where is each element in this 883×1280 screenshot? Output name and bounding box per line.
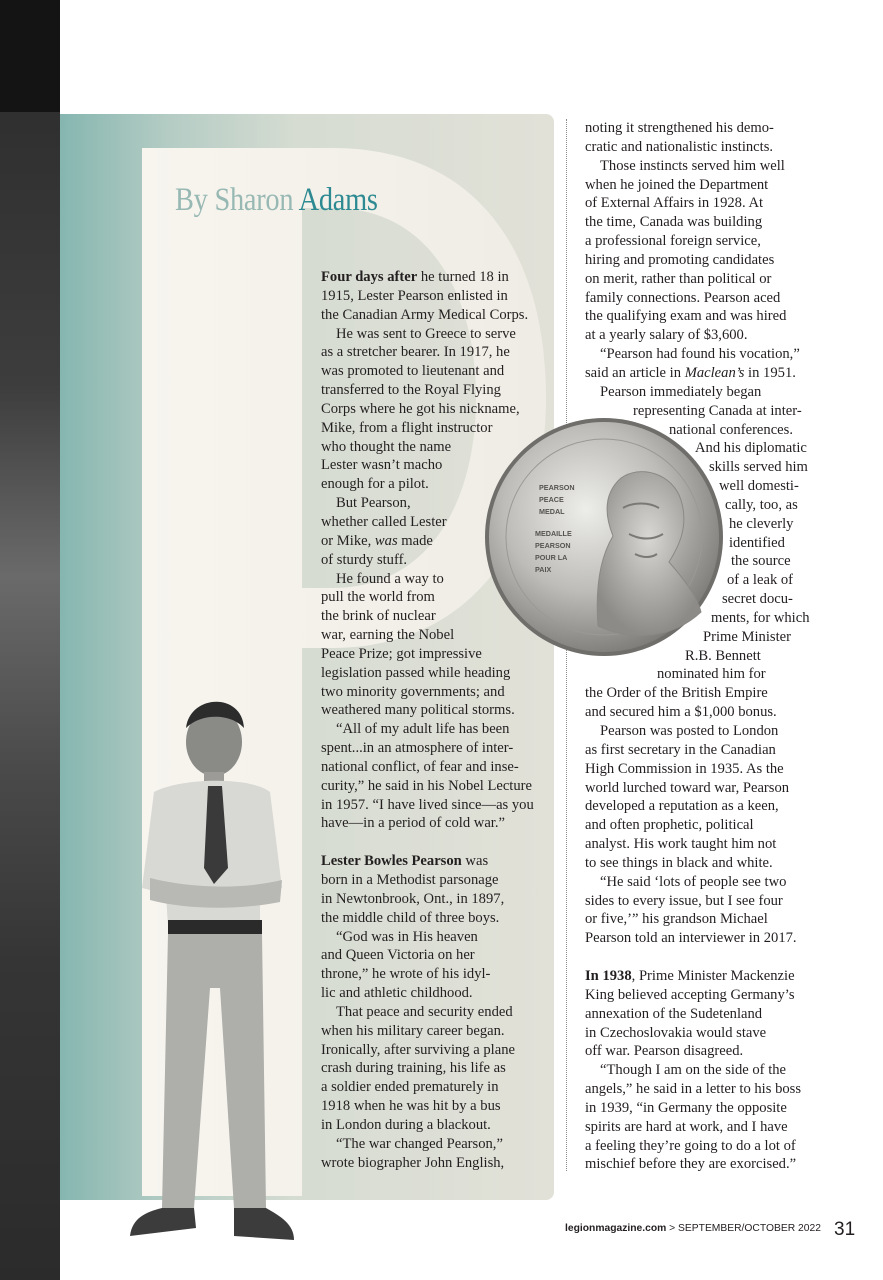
nobel-medal-image	[483, 416, 725, 658]
line-text: the time, Canada was building	[585, 214, 763, 231]
line-text: two minority governments; and	[321, 683, 505, 700]
lead-in-bold: In 1938	[585, 967, 632, 984]
line-text: he cleverly	[729, 515, 794, 532]
line-text: the Canadian Army Medical Corps.	[321, 306, 529, 323]
line-text: was	[461, 853, 489, 870]
line-text: King believed accepting Germany’s	[585, 986, 795, 1003]
line-text: on merit, rather than political or	[585, 270, 772, 287]
text-line	[321, 720, 534, 739]
medal-inscription: MEDAL	[539, 507, 565, 516]
text-line	[585, 1024, 810, 1043]
italic-text: was	[374, 532, 398, 549]
line-text: He found a way to	[336, 570, 444, 587]
text-line	[321, 287, 534, 306]
line-text: weathered many political storms.	[321, 702, 515, 719]
text-line	[321, 814, 534, 833]
footer-issue: SEPTEMBER/OCTOBER 2022	[678, 1223, 821, 1234]
text-line	[585, 1118, 810, 1137]
text-line	[321, 890, 534, 909]
text-line	[321, 1059, 534, 1078]
line-text: “Though I am on the side of the	[600, 1062, 787, 1079]
text-line	[585, 929, 810, 948]
line-text: skills served him	[709, 459, 808, 476]
line-text: of a leak of	[727, 572, 794, 589]
text-line	[321, 1116, 534, 1135]
line-text: Mike, from a flight instructor	[321, 419, 493, 436]
text-line	[321, 739, 534, 758]
text-line	[585, 684, 810, 703]
text-line	[585, 986, 810, 1005]
text-line	[585, 1080, 810, 1099]
text-line	[585, 289, 810, 308]
line-text: wrote biographer John English,	[321, 1154, 505, 1171]
text-line	[585, 364, 810, 383]
line-text: mischief before they are exorcised.”	[585, 1156, 797, 1173]
line-text: “Pearson had found his vocation,”	[600, 346, 800, 363]
byline-author: Adams	[298, 182, 378, 218]
text-line	[321, 946, 534, 965]
line-text: and Queen Victoria on her	[321, 947, 475, 964]
text-line	[321, 381, 534, 400]
text-line	[585, 1042, 810, 1061]
line-text: ments, for which	[711, 609, 810, 626]
text-line	[585, 892, 810, 911]
text-line	[585, 138, 810, 157]
line-text: angels,” he said in a letter to his boss	[585, 1081, 802, 1098]
line-text: cally, too, as	[725, 496, 798, 513]
line-text: representing Canada at inter-	[633, 402, 802, 419]
line-text: when his military career began.	[321, 1022, 505, 1039]
line-text: lic and athletic childhood.	[321, 985, 473, 1002]
line-text: spirits are hard at work, and I have	[585, 1118, 788, 1135]
text-line	[585, 835, 810, 854]
medal-inscription: PEARSON	[539, 483, 575, 492]
medal-inscription: POUR LA	[535, 553, 568, 562]
line-text: developed a reputation as a keen,	[585, 798, 779, 815]
text-line	[585, 741, 810, 760]
text-line	[585, 176, 810, 195]
portrait-photo-edge	[0, 0, 60, 1280]
paragraph-gap	[321, 833, 534, 852]
line-text: identified	[729, 534, 785, 551]
line-text: 1918 when he was hit by a bus	[321, 1098, 501, 1115]
text-line	[585, 854, 810, 873]
line-text: at a yearly salary of $3,600.	[585, 327, 748, 344]
line-text: he turned 18 in	[417, 269, 509, 285]
line-text: or five,’” his grandson Michael	[585, 911, 768, 928]
line-text: in 1957. “I have lived since—as you	[321, 796, 534, 813]
text-line	[585, 251, 810, 270]
text-line	[585, 910, 810, 929]
line-text: He was sent to Greece to serve	[336, 325, 516, 342]
text-line	[585, 816, 810, 835]
line-text: national conflict, of fear and inse-	[321, 758, 519, 775]
line-text: nominated him for	[657, 666, 766, 683]
line-text: whether called Lester	[321, 513, 447, 530]
text-line	[585, 307, 810, 326]
line-text: a professional foreign service,	[585, 233, 761, 250]
text-line	[321, 683, 534, 702]
line-text: Pearson told an interviewer in 2017.	[585, 930, 797, 947]
text-line	[585, 1099, 810, 1118]
text-line	[585, 873, 810, 892]
page-number: 31	[834, 1219, 856, 1240]
line-text: of External Affairs in 1928. At	[585, 195, 764, 212]
text-line	[585, 665, 810, 684]
line-text: throne,” he wrote of his idyl-	[321, 966, 491, 983]
line-text: analyst. His work taught him not	[585, 836, 777, 853]
line-text: family connections. Pearson aced	[585, 289, 781, 306]
text-line	[585, 722, 810, 741]
text-line	[321, 362, 534, 381]
text-line	[321, 1135, 534, 1154]
italic-text: Maclean’s	[684, 364, 745, 381]
line-text: to see things in black and white.	[585, 854, 773, 871]
byline	[175, 182, 378, 219]
line-text: “God was in His heaven	[336, 928, 478, 945]
line-text: national conferences.	[669, 421, 793, 438]
text-line	[585, 797, 810, 816]
line-text: and secured him a $1,000 bonus.	[585, 704, 777, 721]
byline-by: By Sharon	[175, 182, 294, 218]
text-line	[321, 1003, 534, 1022]
text-line	[585, 157, 810, 176]
line-text: “All of my adult life has been	[336, 721, 510, 738]
line-text: , Prime Minister Mackenzie	[631, 967, 795, 984]
line-text: pull the world from	[321, 589, 435, 606]
line-text: Peace Prize; got impressive	[321, 645, 482, 662]
line-text: as first secretary in the Canadian	[585, 741, 776, 758]
text-line	[585, 213, 810, 232]
lead-in-bold: Four days after	[321, 269, 418, 285]
line-text: hiring and promoting candidates	[585, 251, 775, 268]
footer-site: legionmagazine.com	[565, 1223, 667, 1234]
medal-inscription: PEACE	[539, 495, 564, 504]
line-text: secret docu-	[722, 591, 793, 608]
line-text: “He said ‘lots of people see two	[600, 873, 787, 890]
line-text: enough for a pilot.	[321, 476, 429, 493]
line-text: That peace and security ended	[336, 1003, 513, 1020]
line-text: in London during a blackout.	[321, 1116, 491, 1133]
line-text: who thought the name	[321, 438, 452, 455]
lead-in-bold: Lester Bowles Pearson	[321, 853, 462, 870]
line-text: Pearson was posted to London	[600, 723, 779, 739]
text-line	[321, 701, 534, 720]
line-text: and often prophetic, political	[585, 817, 754, 834]
text-line	[321, 928, 534, 947]
line-text: Lester wasn’t macho	[321, 457, 443, 474]
young-pearson-soldier-photo	[110, 688, 300, 1268]
line-text: of sturdy stuff.	[321, 551, 408, 568]
line-text: the middle child of three boys.	[321, 909, 500, 926]
text-line	[321, 758, 534, 777]
text-line	[585, 326, 810, 345]
text-line	[321, 965, 534, 984]
text-line	[585, 119, 810, 138]
text-line	[321, 268, 534, 287]
article-column-1	[321, 268, 534, 1173]
page-footer	[565, 1223, 821, 1234]
text-line	[321, 1022, 534, 1041]
line-text: R.B. Bennett	[685, 647, 761, 664]
text-line	[321, 984, 534, 1003]
text-line	[321, 1154, 534, 1173]
text-line	[321, 1097, 534, 1116]
line-text: said an article in	[585, 364, 685, 381]
text-line	[321, 343, 534, 362]
line-text: sides to every issue, but I see four	[585, 892, 783, 909]
text-line	[321, 777, 534, 796]
medal-inscription: PAIX	[535, 565, 552, 574]
line-text-after: in 1951.	[744, 364, 796, 381]
text-line	[585, 1155, 810, 1174]
line-text: cratic and nationalistic instincts.	[585, 138, 774, 155]
text-line	[585, 270, 810, 289]
footer-separator: >	[669, 1223, 676, 1234]
line-text: But Pearson,	[336, 495, 411, 512]
text-line	[321, 1041, 534, 1060]
line-text: annexation of the Sudetenland	[585, 1005, 763, 1022]
text-line	[585, 1061, 810, 1080]
line-text: off war. Pearson disagreed.	[585, 1043, 744, 1060]
line-text: when he joined the Department	[585, 176, 769, 193]
text-line	[321, 1078, 534, 1097]
text-line	[321, 852, 534, 871]
line-text: well domesti-	[719, 478, 799, 495]
line-text: war, earning the Nobel	[321, 627, 455, 644]
line-text: as a stretcher bearer. In 1917, he	[321, 344, 510, 361]
line-text: world lurched toward war, Pearson	[585, 779, 790, 796]
text-line	[585, 345, 810, 364]
line-text: Ironically, after surviving a plane	[321, 1041, 515, 1058]
line-text: curity,” he said in his Nobel Lecture	[321, 777, 532, 794]
text-line	[321, 796, 534, 815]
text-line	[585, 760, 810, 779]
line-text: in Newtonbrook, Ont., in 1897,	[321, 890, 505, 907]
line-text: Prime Minister	[703, 628, 791, 645]
text-line	[585, 1005, 810, 1024]
medal-inscription: PEARSON	[535, 541, 571, 550]
line-text: a soldier ended prematurely in	[321, 1079, 499, 1096]
text-line	[321, 909, 534, 928]
line-text: Pearson immediately began	[600, 383, 762, 400]
text-line	[585, 383, 810, 402]
line-text: the brink of nuclear	[321, 608, 436, 625]
text-line	[585, 779, 810, 798]
line-text: High Commission in 1935. As the	[585, 760, 784, 777]
line-text: legislation passed while heading	[321, 664, 511, 681]
medal-inscription: MEDAILLE	[535, 529, 572, 538]
line-text: And his diplomatic	[695, 440, 807, 457]
line-text: have—in a period of cold war.”	[321, 815, 505, 832]
line-text: Corps where he got his nickname,	[321, 400, 520, 417]
line-text: the source	[731, 553, 791, 570]
line-text: crash during training, his life as	[321, 1060, 506, 1077]
text-line	[585, 703, 810, 722]
text-line	[321, 325, 534, 344]
text-line	[585, 232, 810, 251]
line-text: spent...in an atmosphere of inter-	[321, 740, 514, 757]
text-line	[321, 306, 534, 325]
line-text: or Mike,	[321, 532, 375, 549]
line-text: was promoted to lieutenant and	[321, 363, 505, 380]
line-text: a feeling they’re going to do a lot of	[585, 1137, 796, 1154]
text-line	[585, 967, 810, 986]
line-text: in 1939, “in Germany the opposite	[585, 1099, 787, 1116]
text-line	[321, 871, 534, 890]
line-text: transferred to the Royal Flying	[321, 382, 501, 399]
text-line	[585, 194, 810, 213]
paragraph-gap	[585, 948, 810, 967]
line-text: born in a Methodist parsonage	[321, 872, 499, 888]
line-text: in Czechoslovakia would stave	[585, 1024, 767, 1041]
line-text: “The war changed Pearson,”	[336, 1135, 503, 1152]
text-line	[321, 664, 534, 683]
line-text-after: made	[397, 532, 433, 549]
text-line	[585, 1137, 810, 1156]
line-text: the Order of the British Empire	[585, 685, 768, 702]
line-text: noting it strengthened his demo-	[585, 120, 774, 136]
line-text: the qualifying exam and was hired	[585, 308, 787, 325]
line-text: Those instincts served him well	[600, 157, 785, 174]
line-text: 1915, Lester Pearson enlisted in	[321, 287, 508, 304]
